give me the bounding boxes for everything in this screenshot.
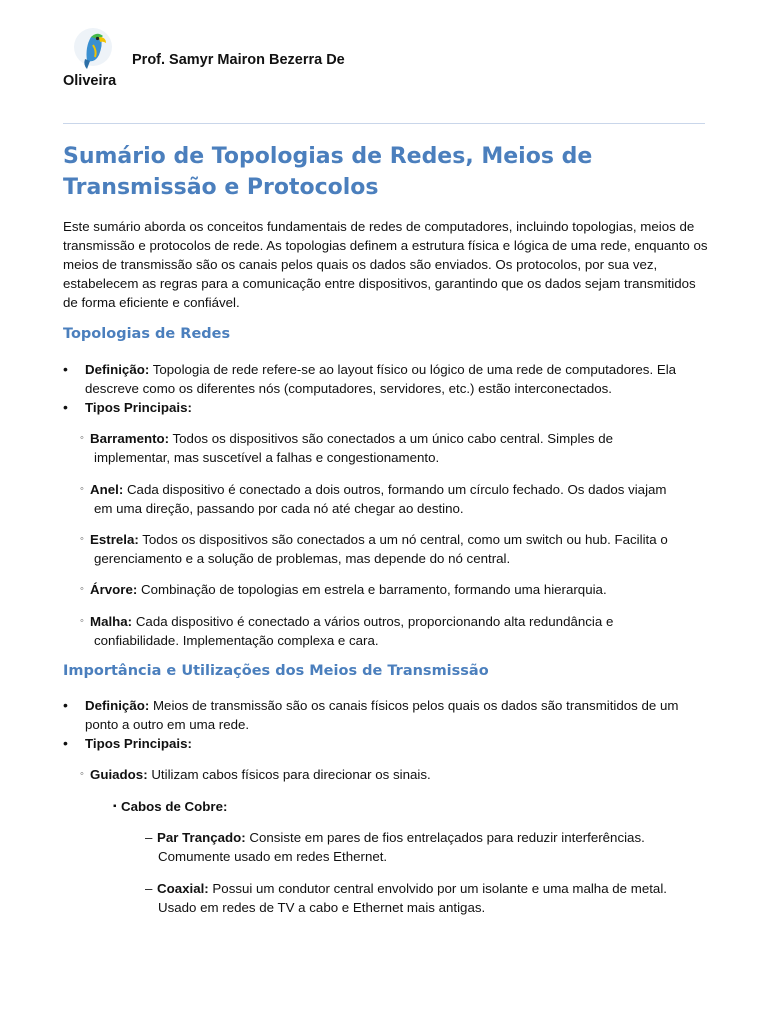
item-text: Combinação de topologias em estrela e barramento, formando uma hierarquia. xyxy=(137,582,607,597)
list-item-coaxial xyxy=(145,879,705,917)
item-label: Tipos Principais: xyxy=(85,736,192,751)
item-label: Guiados: xyxy=(90,767,148,782)
item-text: Topologia de rede refere-se ao layout físico ou lógico de uma rede de computadores. Ela descreve como os diferentes nós (computadores, servidores, etc.) estão interconectados. xyxy=(85,362,677,396)
item-label: Árvore: xyxy=(90,582,138,597)
parrot-logo-icon xyxy=(73,25,113,71)
square-bullet-marker: ▪ xyxy=(113,801,117,812)
item-label: Definição: xyxy=(85,362,150,377)
sub-bullet-marker: ◦ xyxy=(80,583,84,595)
item-text: Cada dispositivo é conectado a vários outros, proporcionando alta redundância e xyxy=(132,614,614,629)
item-text-continued: em uma direção, passando por cada nó até chegar ao destino. xyxy=(94,501,464,516)
item-label: Estrela: xyxy=(90,532,139,547)
item-label: Barramento: xyxy=(90,431,170,446)
header-divider xyxy=(63,123,705,124)
bullet-marker: • xyxy=(63,735,68,751)
list-item-barramento xyxy=(80,429,710,467)
item-label: Tipos Principais: xyxy=(85,400,192,415)
section-heading-meios-transmissao: Importância e Utilizações dos Meios de Transmissão xyxy=(63,663,489,679)
item-text: Possui um condutor central envolvido por um isolante e uma malha de metal. xyxy=(208,881,667,896)
item-text-continued: Usado em redes de TV a cabo e Ethernet mais antigas. xyxy=(158,900,486,915)
item-text-continued: gerenciamento e a solução de problemas, mas depende do nó central. xyxy=(94,551,511,566)
item-text-continued: confiabilidade. Implementação complexa e cara. xyxy=(94,633,379,648)
item-text: Consiste em pares de fios entrelaçados para reduzir interferências. xyxy=(245,830,645,845)
sub-bullet-marker: ◦ xyxy=(80,615,84,627)
section-heading-topologias: Topologias de Redes xyxy=(63,326,231,342)
item-label: Coaxial: xyxy=(157,881,209,896)
item-text: Meios de transmissão são os canais físicos pelos quais os dados são transmitidos de um ponto a outro em uma rede. xyxy=(85,698,679,732)
dash-marker: – xyxy=(145,881,153,896)
list-item-definicao-meios xyxy=(63,696,711,734)
dash-marker: – xyxy=(145,830,153,845)
bullet-marker: • xyxy=(63,399,68,415)
list-item-definicao xyxy=(63,360,711,398)
intro-paragraph: Este sumário aborda os conceitos fundamentais de redes de computadores, incluindo topologias, meios de transmissão e protocolos de rede. As topologias definem a estrutura física e lógica de uma rede, enquanto os meios de transmissão são os canais pelos quais os dados são enviados. Os protocolos, por sua vez, estabelecem as regras para a comunicação entre dispositivos, garantindo que os dados sejam transmitidos de forma eficiente e confiável. xyxy=(63,219,708,310)
sub-bullet-marker: ◦ xyxy=(80,533,84,545)
list-item-malha xyxy=(80,612,710,650)
item-label: Definição: xyxy=(85,698,150,713)
bullet-marker: • xyxy=(63,697,68,713)
sub-bullet-marker: ◦ xyxy=(80,483,84,495)
item-label: Anel: xyxy=(90,482,124,497)
list-item-anel xyxy=(80,480,710,518)
list-item-tipos-meios xyxy=(63,734,711,753)
author-name: Prof. Samyr Mairon Bezerra De xyxy=(132,52,345,68)
item-text: Todos os dispositivos são conectados a um nó central, como um switch ou hub. Facilita o xyxy=(138,532,668,547)
item-label: Par Trançado: xyxy=(157,830,246,845)
page-title: Sumário de Topologias de Redes, Meios de Transmissão e Protocolos xyxy=(63,144,593,200)
bullet-marker: • xyxy=(63,361,68,377)
list-item-par-trancado xyxy=(145,828,705,866)
item-label: Malha: xyxy=(90,614,133,629)
sub-bullet-marker: ◦ xyxy=(80,768,84,780)
item-text-continued: Comumente usado em redes Ethernet. xyxy=(158,849,388,864)
sub-bullet-marker: ◦ xyxy=(80,432,84,444)
list-item-arvore xyxy=(80,580,710,599)
author-name-continued: Oliveira xyxy=(63,73,117,89)
list-item-tipos xyxy=(63,398,711,417)
list-item-estrela xyxy=(80,530,710,568)
item-label: Cabos de Cobre: xyxy=(121,799,228,814)
item-text: Utilizam cabos físicos para direcionar os sinais. xyxy=(147,767,431,782)
item-text-continued: implementar, mas suscetível a falhas e congestionamento. xyxy=(94,450,440,465)
item-text: Cada dispositivo é conectado a dois outros, formando um círculo fechado. Os dados viajam xyxy=(123,482,667,497)
list-item-guiados xyxy=(80,765,710,784)
item-text: Todos os dispositivos são conectados a um único cabo central. Simples de xyxy=(169,431,614,446)
list-item-cabos-cobre xyxy=(113,797,703,816)
